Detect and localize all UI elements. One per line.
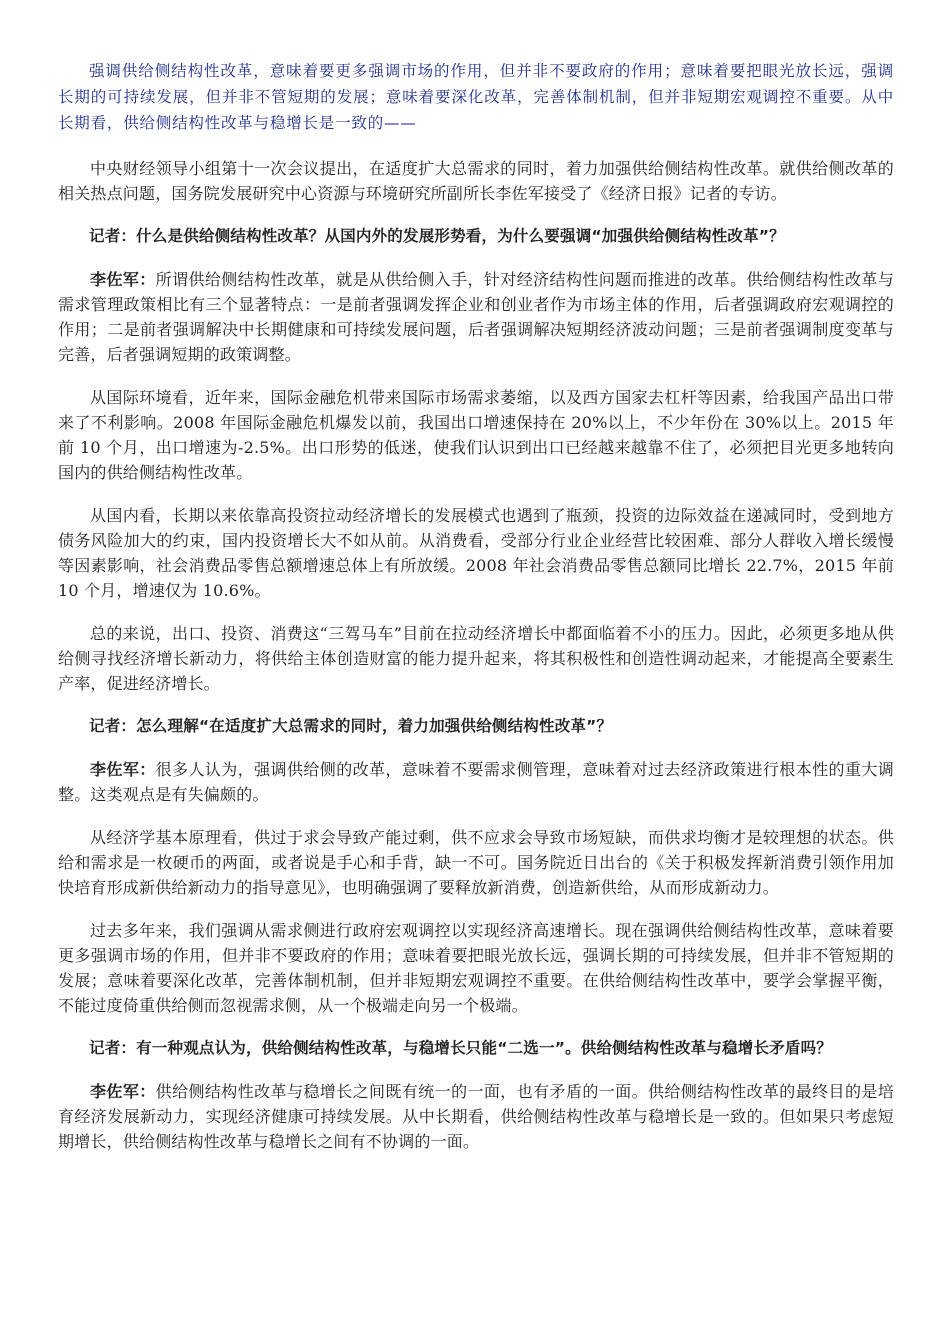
economics-paragraph: 从经济学基本原理看，供过于求会导致产能过剩，供不应求会导致市场短缺，而供求均衡才是较理想的状态。供给和需求是一枚硬币的两面，或者说是手心和手背，缺一不可。国务院近日出台的《关于积极发挥新消费引领作用加快培育形成新供给新动力的指导意见》，也明确强调了要释放新消费，创造新供给，从而形成新动力。 bbox=[58, 828, 894, 897]
lead-paragraph: 强调供给侧结构性改革，意味着要更多强调市场的作用，但并非不要政府的作用；意味着要把眼光放长远，强调长期的可持续发展，但并非不管短期的发展；意味着要深化改革，完善体制机制，但并非短期宏观调控不重要。从中长期看，供给侧结构性改革与稳增长是一致的—— bbox=[58, 62, 894, 132]
speaker-label: 李佐军： bbox=[90, 1082, 156, 1101]
domestic-paragraph: 从国内看，长期以来依靠高投资拉动经济增长的发展模式也遇到了瓶颈，投资的边际效益在递减同时，受到地方债务风险加大的约束，国内投资增长大不如从前。从消费看，受部分行业企业经营比较困难、部分人群收入增长缓慢等因素影响，社会消费品零售总额增速总体上有所放缓。2008 年社会消费品零售总额同比增长 22.7%，2015 年前 10 个月，增速仅为 10.6%。 bbox=[58, 506, 894, 600]
summary-paragraph: 总的来说，出口、投资、消费这“三驾马车”目前在拉动经济增长中都面临着不小的压力。因此，必须更多地从供给侧寻找经济增长新动力，将供给主体创造财富的能力提升起来，将其积极性和创造性调动起来，才能提高全要素生产率，促进经济增长。 bbox=[58, 624, 894, 693]
answer-2 bbox=[58, 757, 894, 807]
question-2: 记者：怎么理解“在适度扩大总需求的同时，着力加强供给侧结构性改革”？ bbox=[89, 717, 613, 735]
article bbox=[58, 58, 894, 1172]
speaker-label: 李佐军： bbox=[90, 270, 156, 289]
international-paragraph: 从国际环境看，近年来，国际金融危机带来国际市场需求萎缩，以及西方国家去杠杆等因素，给我国产品出口带来了不利影响。2008 年国际金融危机爆发以前，我国出口增速保持在 20%以上，不少年份在 30%以上。2015 年前 10 个月，出口增速为-2.5%。出口形势的低迷，使我们认识到出口已经越来越靠不住了，必须把目光更多地转向国内的供给侧结构性改革。 bbox=[58, 388, 894, 482]
answer-1 bbox=[58, 267, 894, 367]
answer-1-text: 所谓供给侧结构性改革，就是从供给侧入手，针对经济结构性问题而推进的改革。供给侧结构性改革与需求管理政策相比有三个显著特点：一是前者强调发挥企业和创业者作为市场主体的作用，后者强调政府宏观调控的作用；二是前者强调解决中长期健康和可持续发展问题，后者强调解决短期经济波动问题；三是前者强调制度变革与完善，后者强调短期的政策调整。 bbox=[58, 270, 894, 364]
answer-3 bbox=[58, 1079, 894, 1154]
intro-paragraph: 中央财经领导小组第十一次会议提出，在适度扩大总需求的同时，着力加强供给侧结构性改革。就供给侧改革的相关热点问题，国务院发展研究中心资源与环境研究所副所长李佐军接受了《经济日报》记者的专访。 bbox=[58, 159, 894, 203]
answer-2-text: 很多人认为，强调供给侧的改革，意味着不要需求侧管理，意味着对过去经济政策进行根本性的重大调整。这类观点是有失偏颇的。 bbox=[58, 760, 894, 804]
answer-3-text: 供给侧结构性改革与稳增长之间既有统一的一面，也有矛盾的一面。供给侧结构性改革的最终目的是培育经济发展新动力，实现经济健康可持续发展。从中长期看，供给侧结构性改革与稳增长是一致的。但如果只考虑短期增长，供给侧结构性改革与稳增长之间有不协调的一面。 bbox=[58, 1082, 894, 1151]
question-1: 记者：什么是供给侧结构性改革？从国内外的发展形势看，为什么要强调“加强供给侧结构性改革”？ bbox=[89, 227, 785, 245]
past-policy-paragraph: 过去多年来，我们强调从需求侧进行政府宏观调控以实现经济高速增长。现在强调供给侧结构性改革，意味着要更多强调市场的作用，但并非不要政府的作用；意味着要把眼光放长远，强调长期的可持续发展，但并非不管短期的发展；意味着要深化改革，完善体制机制，但并非短期宏观调控不重要。在供给侧结构性改革中，要学会掌握平衡，不能过度倚重供给侧而忽视需求侧，从一个极端走向另一个极端。 bbox=[58, 921, 894, 1015]
speaker-label: 李佐军： bbox=[90, 760, 156, 779]
question-3: 记者：有一种观点认为，供给侧结构性改革，与稳增长只能“二选一”。供给侧结构性改革与稳增长矛盾吗？ bbox=[89, 1039, 832, 1057]
